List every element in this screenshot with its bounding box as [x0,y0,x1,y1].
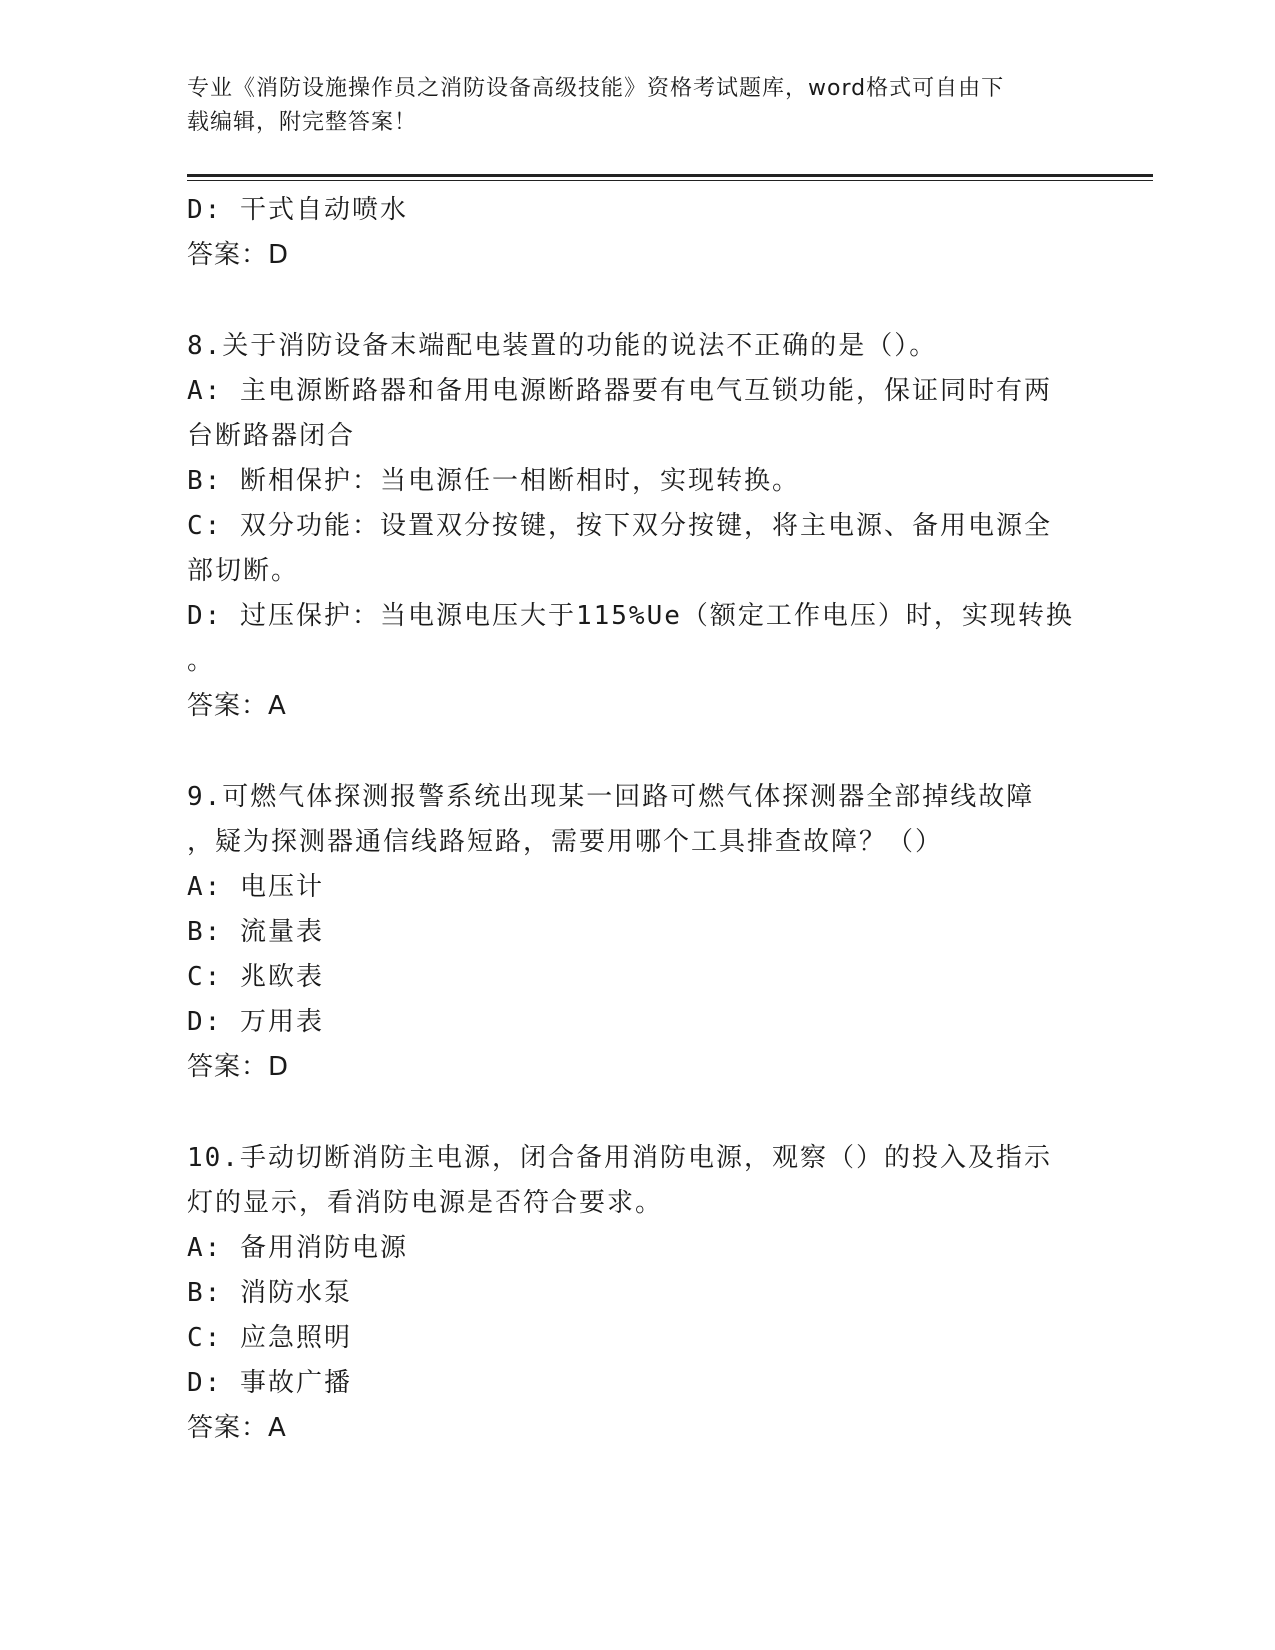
spacer [187,278,1087,324]
option-b: B: 流量表 [187,917,324,947]
answer-line: 答案：A [187,1413,287,1443]
question-stem: 9.可燃气体探测报警系统出现某一回路可燃气体探测器全部掉线故障 [187,782,1035,812]
option-a: A: 电压计 [187,872,324,902]
option-b: B: 断相保护：当电源任一相断相时，实现转换。 [187,466,800,496]
answer-line: 答案：A [187,691,287,721]
question-10 [187,1136,1087,1451]
option-a-continued: 台断路器闭合 [187,421,356,451]
answer-line: 答案：D [187,1052,290,1082]
option-c-continued: 部切断。 [187,556,300,586]
option-c: C: 应急照明 [187,1323,352,1353]
option-c: C: 双分功能：设置双分按键，按下双分按键，将主电源、备用电源全 [187,511,1052,541]
spacer [187,1090,1087,1136]
option-a: A: 主电源断路器和备用电源断路器要有电气互锁功能，保证同时有两 [187,376,1052,406]
prev-question-tail [187,188,1087,278]
question-stem-continued: 灯的显示，看消防电源是否符合要求。 [187,1188,664,1218]
option-b: B: 消防水泵 [187,1278,352,1308]
page-header [187,72,1067,140]
question-list [187,188,1087,1451]
question-stem-continued: ，疑为探测器通信线路短路，需要用哪个工具排查故障？（） [187,827,944,857]
question-stem: 8.关于消防设备末端配电装置的功能的说法不正确的是（）。 [187,331,938,361]
answer-line: 答案：D [187,240,290,270]
spacer [187,729,1087,775]
option-d: D: 万用表 [187,1007,324,1037]
option-c: C: 兆欧表 [187,962,324,992]
option-d-continued: 。 [187,646,216,676]
option-d: D: 过压保护：当电源电压大于115%Ue（额定工作电压）时，实现转换 [187,601,1074,631]
question-9 [187,775,1087,1090]
option-a: A: 备用消防电源 [187,1233,408,1263]
header-divider-thick [187,174,1153,177]
option-d: D: 干式自动喷水 [187,195,408,225]
header-line-1: 专业《消防设施操作员之消防设备高级技能》资格考试题库，word格式可自由下 [187,76,1005,101]
header-divider-thin [187,180,1153,181]
question-8 [187,324,1087,729]
option-d: D: 事故广播 [187,1368,352,1398]
question-stem: 10.手动切断消防主电源，闭合备用消防电源，观察（）的投入及指示 [187,1143,1052,1173]
header-line-2: 载编辑，附完整答案！ [187,110,418,135]
